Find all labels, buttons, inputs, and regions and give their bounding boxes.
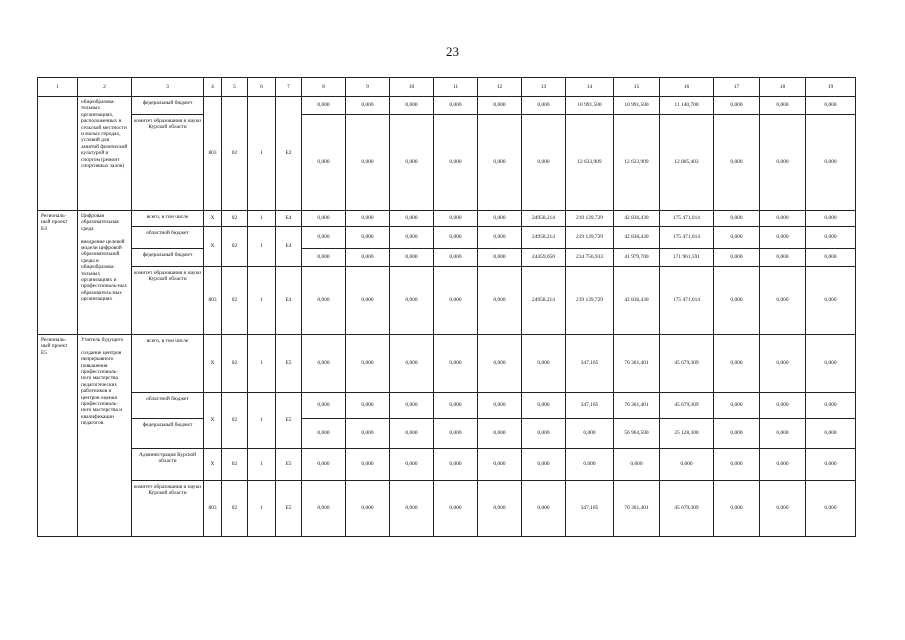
cell-r11-c16: 45 679,309 [660,481,714,537]
cell-r9-c3: федеральный бюджет [132,419,204,449]
cell-r8-c15: 70 361,401 [614,393,660,419]
cell-r3-c19: 0,000 [806,211,856,227]
cell-r3-c3: всего, в том числе [132,211,204,227]
cell-r6-c7: E4 [276,267,302,335]
cell-r1-c5: 02 [222,97,248,211]
cell-r7-c6: 1 [248,335,276,393]
cell-r2-c19: 0,000 [806,115,856,211]
cell-r10-c10: 0,000 [390,449,434,481]
table-row-r3 [38,211,856,227]
table-row-r8 [38,393,856,419]
table-row-r6 [38,267,856,335]
cell-r9-c17: 0,000 [714,419,760,449]
cell-r10-c3: Администрация Курской области [132,449,204,481]
cell-r2-c14: 12 633,909 [566,115,614,211]
cell-r2-c13: 0,000 [522,115,566,211]
cell-r5-c10: 0,000 [390,249,434,267]
cell-r1-c13: 0,000 [522,97,566,115]
cell-r3-c4: X [204,211,222,227]
header-cell-6: 6 [248,78,276,97]
cell-r8-c11: 0,000 [434,393,478,419]
cell-r6-c5: 02 [222,267,248,335]
cell-r3-c13: 24958,214 [522,211,566,227]
table-row-r10 [38,449,856,481]
cell-r5-c16: 171 961,591 [660,249,714,267]
cell-r7-c1: Региональ-ный проект E5 [38,335,78,537]
cell-r11-c11: 0,000 [434,481,478,537]
table-row-r11 [38,481,856,537]
cell-r2-c16: 12 805,403 [660,115,714,211]
cell-r7-c11: 0,000 [434,335,478,393]
cell-r1-c18: 0,000 [760,97,806,115]
cell-r11-c5: 02 [222,481,248,537]
cell-r1-c1 [38,97,78,211]
cell-r1-c19: 0,000 [806,97,856,115]
cell-r4-c8: 0,000 [302,227,346,249]
cell-r5-c9: 0,000 [346,249,390,267]
cell-r10-c19: 0,000 [806,449,856,481]
cell-r6-c18: 0,000 [760,267,806,335]
header-cell-3: 3 [132,78,204,97]
cell-r7-c7: E5 [276,335,302,393]
cell-r3-c11: 0,000 [434,211,478,227]
cell-r6-c14: 219 139,729 [566,267,614,335]
budget-table [37,77,856,537]
table-row-r9 [38,419,856,449]
cell-r7-c10: 0,000 [390,335,434,393]
cell-r10-c7: E5 [276,449,302,481]
cell-r4-c10: 0,000 [390,227,434,249]
header-cell-11: 11 [434,78,478,97]
cell-r4-c5: 02 [222,227,248,267]
cell-r6-c11: 0,000 [434,267,478,335]
cell-r2-c15: 12 633,909 [614,115,660,211]
cell-r11-c9: 0,000 [346,481,390,537]
cell-r1-c2: общеобразова-тельных организациях, расположенных в сельской местности и малых городах, условий для занятий физической культурой и спортом (ремонт спортивных залов) [78,97,132,211]
cell-r3-c16: 175 471,014 [660,211,714,227]
cell-r1-c16: 11 140,700 [660,97,714,115]
cell-r11-c10: 0,000 [390,481,434,537]
cell-r1-c4: 803 [204,97,222,211]
cell-r8-c3: областной бюджет [132,393,204,419]
cell-r6-c17: 0,000 [714,267,760,335]
cell-r7-c8: 0,000 [302,335,346,393]
header-cell-4: 4 [204,78,222,97]
cell-r9-c9: 0,000 [346,419,390,449]
cell-r10-c11: 0,000 [434,449,478,481]
cell-r7-c9: 0,000 [346,335,390,393]
header-cell-2: 2 [78,78,132,97]
header-row [38,78,856,97]
cell-r10-c9: 0,000 [346,449,390,481]
cell-r3-c7: E4 [276,211,302,227]
table-row-r1 [38,97,856,115]
cell-r3-c14: 219 139,729 [566,211,614,227]
cell-r8-c8: 0,000 [302,393,346,419]
cell-r11-c18: 0,000 [760,481,806,537]
cell-r1-c17: 0,000 [714,97,760,115]
cell-r1-c10: 0,000 [390,97,434,115]
cell-r7-c4: X [204,335,222,393]
cell-r6-c6: 1 [248,267,276,335]
cell-r9-c14: 0,000 [566,419,614,449]
cell-r11-c19: 0,000 [806,481,856,537]
cell-r3-c1: Региональ-ный проект E4 [38,211,78,335]
cell-r5-c17: 0,000 [714,249,760,267]
cell-r6-c10: 0,000 [390,267,434,335]
table-row-r2 [38,115,856,211]
cell-r3-c10: 0,000 [390,211,434,227]
cell-r9-c15: 56 964,500 [614,419,660,449]
cell-r6-c9: 0,000 [346,267,390,335]
cell-r5-c11: 0,000 [434,249,478,267]
cell-r11-c12: 0,000 [478,481,522,537]
cell-r10-c16: 0,000 [660,449,714,481]
cell-r3-c15: 42 836,430 [614,211,660,227]
cell-r2-c12: 0,000 [478,115,522,211]
cell-r10-c17: 0,000 [714,449,760,481]
header-cell-14: 14 [566,78,614,97]
cell-r6-c19: 0,000 [806,267,856,335]
cell-r4-c14: 219 139,729 [566,227,614,249]
cell-r4-c17: 0,000 [714,227,760,249]
cell-r1-c8: 0,000 [302,97,346,115]
cell-r8-c18: 0,000 [760,393,806,419]
header-cell-12: 12 [478,78,522,97]
cell-r3-c17: 0,000 [714,211,760,227]
cell-r10-c4: X [204,449,222,481]
cell-r9-c10: 0,000 [390,419,434,449]
header-cell-18: 18 [760,78,806,97]
header-cell-15: 15 [614,78,660,97]
cell-r2-c9: 0,000 [346,115,390,211]
cell-r4-c15: 42 836,430 [614,227,660,249]
table-row-r7 [38,335,856,393]
cell-r4-c11: 0,000 [434,227,478,249]
page-number: 23 [446,44,459,59]
header-cell-13: 13 [522,78,566,97]
cell-r8-c17: 0,000 [714,393,760,419]
cell-r11-c13: 0,000 [522,481,566,537]
cell-r6-c15: 42 836,430 [614,267,660,335]
cell-r7-c3: всего, в том числе [132,335,204,393]
cell-r5-c14: 214 756,933 [566,249,614,267]
cell-r3-c5: 02 [222,211,248,227]
cell-r8-c14: 347,105 [566,393,614,419]
cell-r9-c11: 0,000 [434,419,478,449]
cell-r8-c4: X [204,393,222,449]
cell-r2-c3: комитет образования и науки Курской области [132,115,204,211]
cell-r1-c3: федеральный бюджет [132,97,204,115]
cell-r9-c13: 0,000 [522,419,566,449]
cell-r4-c7: E4 [276,227,302,267]
cell-r5-c8: 0,000 [302,249,346,267]
cell-r5-c13: 24459,050 [522,249,566,267]
header-cell-7: 7 [276,78,302,97]
cell-r5-c15: 41 979,700 [614,249,660,267]
cell-r8-c19: 0,000 [806,393,856,419]
cell-r7-c13: 0,000 [522,335,566,393]
cell-r10-c18: 0,000 [760,449,806,481]
cell-r11-c6: 1 [248,481,276,537]
header-cell-1: 1 [38,78,78,97]
cell-r5-c3: федеральный бюджет [132,249,204,267]
cell-r2-c8: 0,000 [302,115,346,211]
cell-r1-c14: 10 991,500 [566,97,614,115]
cell-r1-c12: 0,000 [478,97,522,115]
cell-r11-c7: E5 [276,481,302,537]
cell-r3-c6: 1 [248,211,276,227]
cell-r3-c9: 0,000 [346,211,390,227]
cell-r8-c5: 02 [222,393,248,449]
cell-r8-c7: E5 [276,393,302,449]
cell-r6-c4: 803 [204,267,222,335]
cell-r9-c16: 25 128,300 [660,419,714,449]
header-cell-19: 19 [806,78,856,97]
cell-r10-c15: 0,000 [614,449,660,481]
cell-r10-c13: 0,000 [522,449,566,481]
cell-r8-c12: 0,000 [478,393,522,419]
cell-r5-c19: 0,000 [806,249,856,267]
cell-r4-c18: 0,000 [760,227,806,249]
header-cell-9: 9 [346,78,390,97]
cell-r10-c6: 1 [248,449,276,481]
cell-r4-c4: X [204,227,222,267]
header-cell-8: 8 [302,78,346,97]
cell-r9-c18: 0,000 [760,419,806,449]
cell-r8-c13: 0,000 [522,393,566,419]
cell-r3-c2: Цифровая образовательная среда внедрение целевой модели цифровой образовательной среды в общеобразова-тельных организациях и профессиональ-ных образователь-ных организациях [78,211,132,335]
cell-r3-c8: 0,000 [302,211,346,227]
cell-r2-c10: 0,000 [390,115,434,211]
cell-r7-c5: 02 [222,335,248,393]
cell-r6-c3: комитет образования и науки Курской области [132,267,204,335]
cell-r11-c4: 803 [204,481,222,537]
header-cell-16: 16 [660,78,714,97]
cell-r6-c13: 24958,214 [522,267,566,335]
cell-r1-c6: 1 [248,97,276,211]
cell-r7-c16: 45 679,309 [660,335,714,393]
cell-r4-c3: областной бюджет [132,227,204,249]
cell-r11-c15: 70 361,401 [614,481,660,537]
cell-r7-c2: Учитель будущего создание центров непрерывного повышения профессиональ-ного мастерства педагогических работников и центров оценки профессиональ-ного мастерства и квалификации педагогов [78,335,132,537]
cell-r11-c8: 0,000 [302,481,346,537]
cell-r8-c6: 1 [248,393,276,449]
cell-r1-c11: 0,000 [434,97,478,115]
cell-r5-c12: 0,000 [478,249,522,267]
cell-r1-c15: 10 991,500 [614,97,660,115]
header-cell-17: 17 [714,78,760,97]
cell-r8-c9: 0,000 [346,393,390,419]
header-cell-10: 10 [390,78,434,97]
cell-r8-c16: 45 679,309 [660,393,714,419]
cell-r7-c18: 0,000 [760,335,806,393]
cell-r7-c15: 70 361,401 [614,335,660,393]
cell-r9-c12: 0,000 [478,419,522,449]
cell-r3-c18: 0,000 [760,211,806,227]
cell-r6-c16: 175 471,014 [660,267,714,335]
header-cell-5: 5 [222,78,248,97]
cell-r9-c19: 0,000 [806,419,856,449]
cell-r6-c12: 0,000 [478,267,522,335]
cell-r1-c7: E2 [276,97,302,211]
cell-r11-c14: 347,105 [566,481,614,537]
cell-r4-c16: 175 471,014 [660,227,714,249]
cell-r1-c9: 0,000 [346,97,390,115]
cell-r9-c8: 0,000 [302,419,346,449]
table-row-r5 [38,249,856,267]
cell-r4-c9: 0,000 [346,227,390,249]
cell-r4-c19: 0,000 [806,227,856,249]
cell-r10-c5: 02 [222,449,248,481]
cell-r3-c12: 0,000 [478,211,522,227]
cell-r5-c18: 0,000 [760,249,806,267]
cell-r7-c17: 0,000 [714,335,760,393]
cell-r10-c14: 0,000 [566,449,614,481]
cell-r11-c17: 0,000 [714,481,760,537]
cell-r10-c8: 0,000 [302,449,346,481]
cell-r8-c10: 0,000 [390,393,434,419]
cell-r2-c11: 0,000 [434,115,478,211]
cell-r7-c14: 347,105 [566,335,614,393]
cell-r2-c17: 0,000 [714,115,760,211]
cell-r2-c18: 0,000 [760,115,806,211]
cell-r11-c3: комитет образования и науки Курской области [132,481,204,537]
table-row-r4 [38,227,856,249]
cell-r7-c19: 0,000 [806,335,856,393]
cell-r7-c12: 0,000 [478,335,522,393]
cell-r4-c12: 0,000 [478,227,522,249]
cell-r10-c12: 0,000 [478,449,522,481]
cell-r6-c8: 0,000 [302,267,346,335]
cell-r4-c13: 24958,214 [522,227,566,249]
cell-r4-c6: 1 [248,227,276,267]
